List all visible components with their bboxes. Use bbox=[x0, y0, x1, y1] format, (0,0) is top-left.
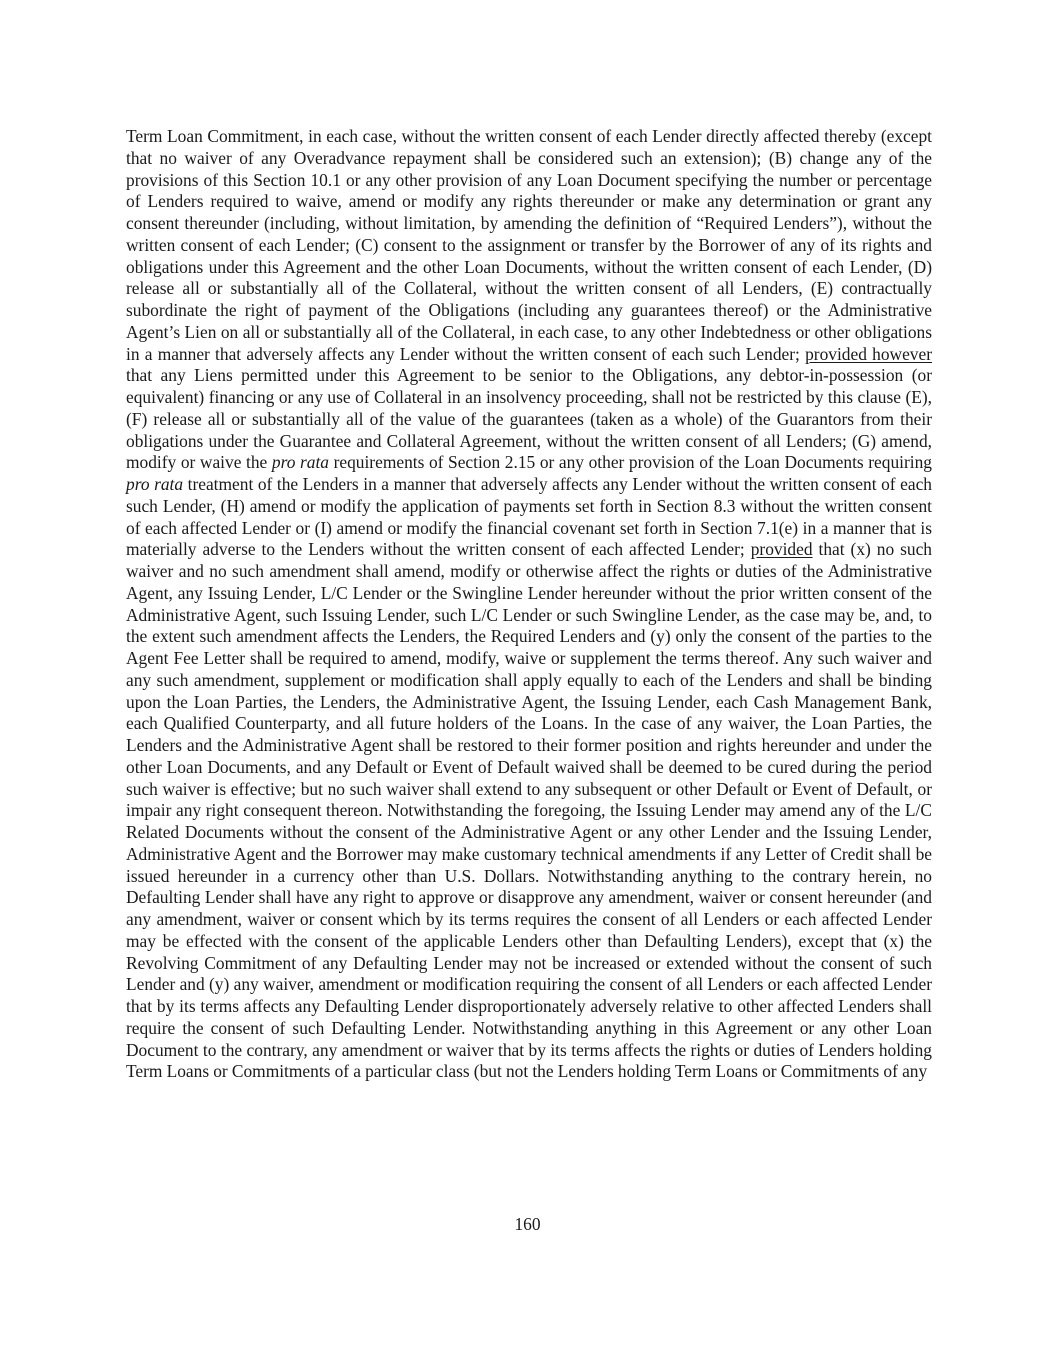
italic-term-pro-rata: pro rata bbox=[126, 474, 184, 494]
italic-term-pro-rata: pro rata bbox=[271, 452, 329, 473]
text-segment: that (x) no such waiver and no such amendment shall amend, modify or otherwise affect the rights or duties of the Administrative Agent, any Issuing Lender, L/C Lender or the Swingline Lender hereunder without the prior written consent of the Administrative Agent, such Issuing Lender, such L/C Lender or such Swingline Lender, as the case may be, and, to the extent such amendment affects the Lenders, the Required Lenders and (y) only the consent of the parties to the Agent Fee Letter shall be required to amend, modify, waive or supplement the terms thereof. Any such waiver and any such amendment, supplement or modification shall apply equally to each of the Lenders and shall be binding upon the Loan Parties, the Lenders, the Administrative Agent, the Issuing Lender, each Cash Management Bank, each Qualified Counterparty, and all future holders of the Loans. In the case of any waiver, the Loan Parties, the Lenders and the Administrative Agent shall be restored to their former position and rights hereunder and under the other Loan Documents, and any Default or Event of Default waived shall be deemed to be cured during the period such waiver is effective; but no such waiver shall extend to any subsequent or other Default or Event of Default, or impair any right consequent thereon. Notwithstanding the foregoing, the Issuing Lender may amend any of the L/C Related Documents without the consent of the Administrative Agent or any other Lender and the Issuing Lender, Administrative Agent and the Borrower may make customary technical amendments if any Letter of Credit shall be issued hereunder in a currency other than U.S. Dollars. Notwithstanding anything to the contrary herein, no Defaulting Lender shall have any right to approve or disapprove any amendment, waiver or consent hereunder (and any amendment, waiver or consent which by its terms requires the consent of all Lenders or each affected Lender may be effected with the consent of the applicable Lenders other than Defaulting Lenders), except that (x) the Revolving Commitment of any Defaulting Lender may not be increased or extended without the consent of such Lender and (y) any waiver, amendment or modification requiring the consent of all Lenders or each affected Lender that by its terms affects any Defaulting Lender disproportionately adversely relative to other affected Lenders shall require the consent of such Defaulting Lender. Notwithstanding anything in this Agreement or any other Loan Document to the contrary, any amendment or waiver that by its terms affects the rights or duties of Lenders holding Term Loans or Commitments of a particular class (but not the Lenders holding Term Loans or Commitments of any bbox=[126, 539, 933, 1082]
text-segment: treatment of the Lenders in a manner that adversely affects any Lender without the written consent of each such Lender, (H) amend or modify the application of payments set forth in Section 8.3 without the written consent of each affected Lender or (I) amend or modify the financial covenant set forth in Section 7.1(e) in a manner that is materially adverse to the Lenders without the written consent of each affected Lender; bbox=[126, 474, 932, 560]
underlined-term-provided: provided bbox=[750, 539, 813, 560]
text-segment: that any Liens permitted under this Agreement to be senior to the Obligations, any debtor-in-possession (or equivalent) financing or any use of Collateral in an insolvency proceeding, shall not be restricted by this clause (E), (F) release all or substantially all of the value of the guarantees (taken as a whole) of the Guarantors from their obligations under the Guarantee and Collateral Agreement, without the written consent of all Lenders; (G) amend, modify or waive the bbox=[126, 365, 932, 473]
body-paragraph bbox=[126, 126, 932, 1083]
text-segment: Term Loan Commitment, in each case, without the written consent of each Lender directly affected thereby (except that no waiver of any Overadvance repayment shall be considered such an extension); (B) change any of the provisions of this Section 10.1 or any other provision of any Loan Document specifying the number or percentage of Lenders required to waive, amend or modify any rights thereunder or make any determination or grant any consent thereunder (including, without limitation, by amending the definition of “Required Lenders”), without the written consent of each Lender; (C) consent to the assignment or transfer by the Borrower of any of its rights and obligations under this Agreement and the other Loan Documents, without the written consent of each Lender, (D) release all or substantially all of the Collateral, without the written consent of all Lenders, (E) contractually subordinate the right of payment of the Obligations (including any guarantees thereof) or the Administrative Agent’s Lien on all or substantially all of the Collateral, in each case, to any other Indebtedness or other obligations in a manner that adversely affects any Lender without the written consent of each such Lender; bbox=[126, 126, 932, 364]
underlined-term-provided-however: provided however bbox=[805, 343, 932, 364]
text-segment: requirements of Section 2.15 or any other provision of the Loan Documents requiring bbox=[328, 452, 933, 473]
page-number: 160 bbox=[514, 1214, 541, 1234]
